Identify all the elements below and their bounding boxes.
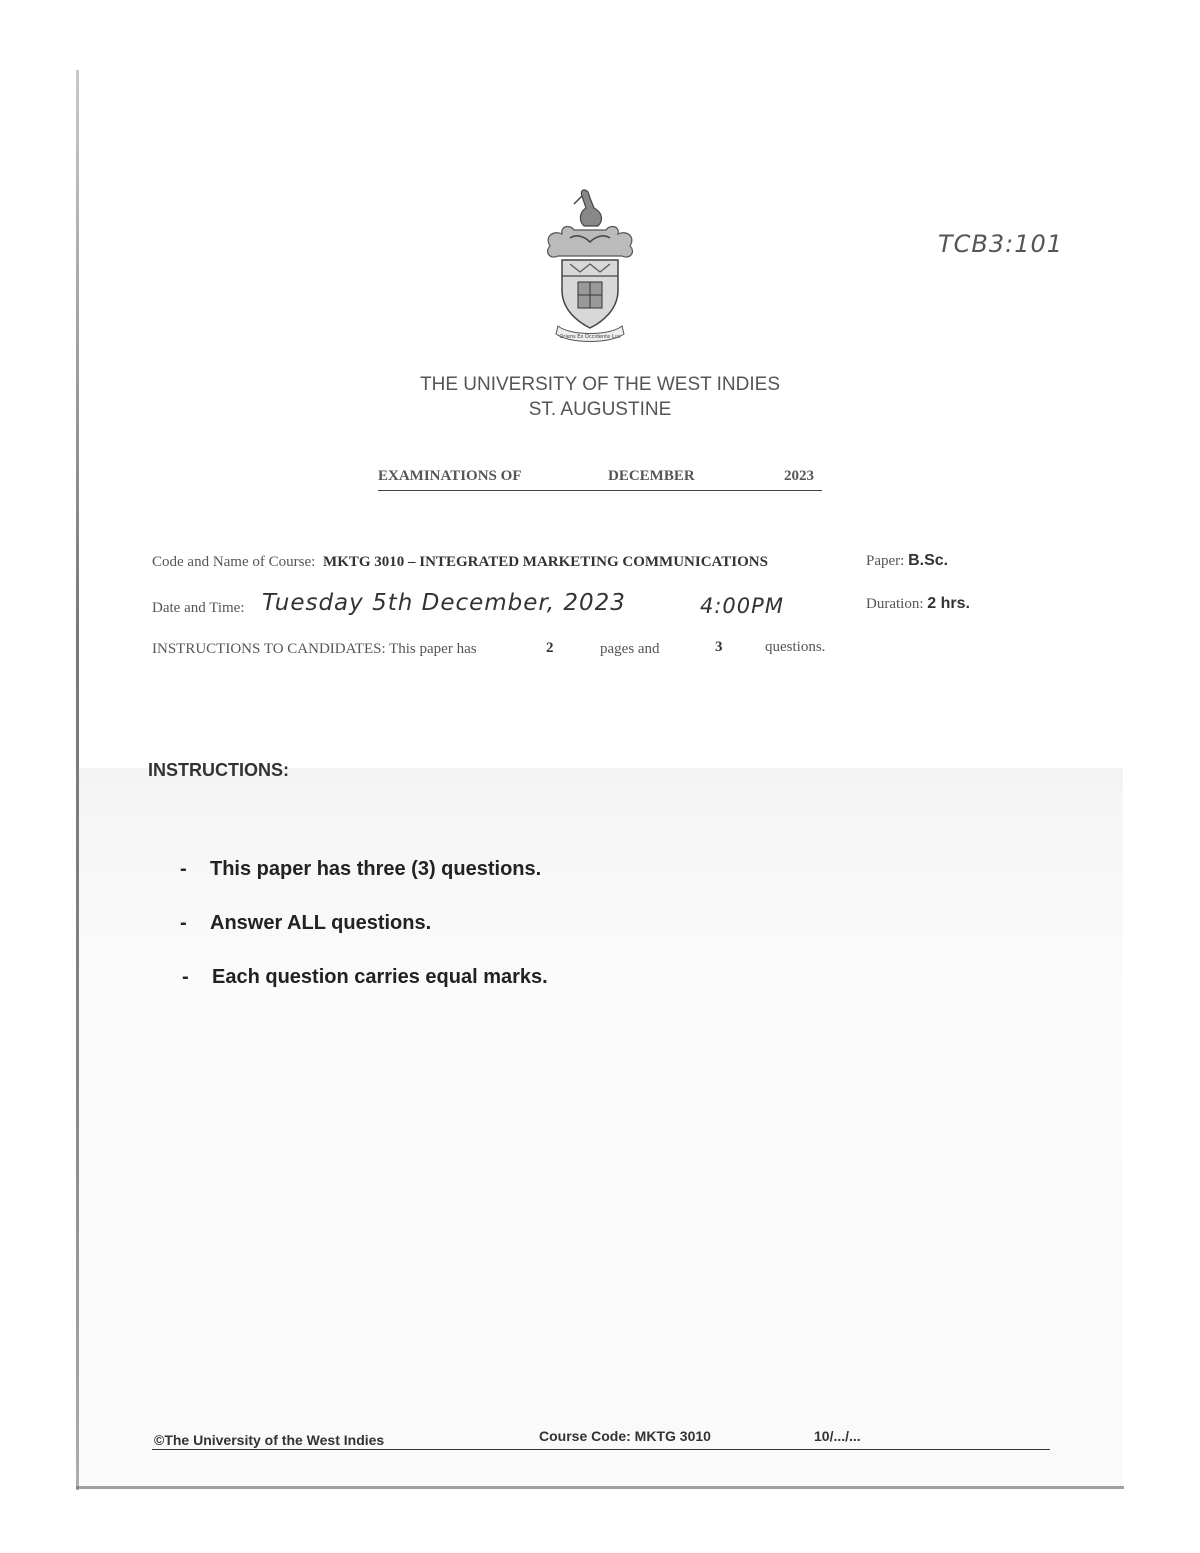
list-item: - Answer ALL questions. xyxy=(180,912,432,934)
list-item: - Each question carries equal marks. xyxy=(182,966,548,988)
paper-value: B.Sc. xyxy=(908,552,949,569)
course-row xyxy=(152,554,852,571)
pages-count: 2 xyxy=(546,640,554,656)
exam-label: EXAMINATIONS OF xyxy=(378,468,522,484)
university-name: THE UNIVERSITY OF THE WEST INDIES xyxy=(420,374,780,395)
examination-line xyxy=(378,468,822,491)
questions-label: questions. xyxy=(765,639,826,655)
paper-label: Paper: xyxy=(866,553,905,569)
footer-copyright: ©The University of the West Indies xyxy=(154,1432,385,1448)
footer-page-ref: 10/.../... xyxy=(814,1428,861,1444)
questions-count: 3 xyxy=(715,639,723,655)
course-value: MKTG 3010 – INTEGRATED MARKETING COMMUNICATIONS xyxy=(323,554,768,570)
university-heading xyxy=(300,372,900,422)
list-item: - This paper has three (3) questions. xyxy=(180,858,542,880)
sheet-bottom-edge xyxy=(76,1486,1124,1489)
pages-label: pages and xyxy=(600,641,660,657)
campus-name: ST. AUGUSTINE xyxy=(528,399,672,420)
instructions-heading: INSTRUCTIONS: xyxy=(148,760,289,780)
sheet-left-edge xyxy=(76,70,79,1490)
handwritten-date: Tuesday 5th December, 2023 xyxy=(262,590,626,616)
handwritten-reference: TCB3:101 xyxy=(938,230,1064,258)
candidates-label: INSTRUCTIONS TO CANDIDATES: This paper has xyxy=(152,641,477,657)
duration-field xyxy=(866,595,970,613)
date-label: Date and Time: xyxy=(152,600,245,616)
instruction-list xyxy=(180,858,548,1020)
footer-rule xyxy=(152,1449,1050,1450)
duration-value: 2 hrs. xyxy=(927,595,970,612)
course-label: Code and Name of Course: xyxy=(152,554,316,570)
university-crest-logo xyxy=(540,186,640,346)
footer-course-code: Course Code: MKTG 3010 xyxy=(539,1428,711,1444)
duration-label: Duration: xyxy=(866,596,924,612)
paper-field xyxy=(866,552,948,570)
exam-month: DECEMBER xyxy=(608,468,695,484)
exam-year: 2023 xyxy=(784,468,814,484)
handwritten-time: 4:00PM xyxy=(700,594,784,618)
crest-motto: Oriens Ex Occidente Lux xyxy=(559,334,621,340)
